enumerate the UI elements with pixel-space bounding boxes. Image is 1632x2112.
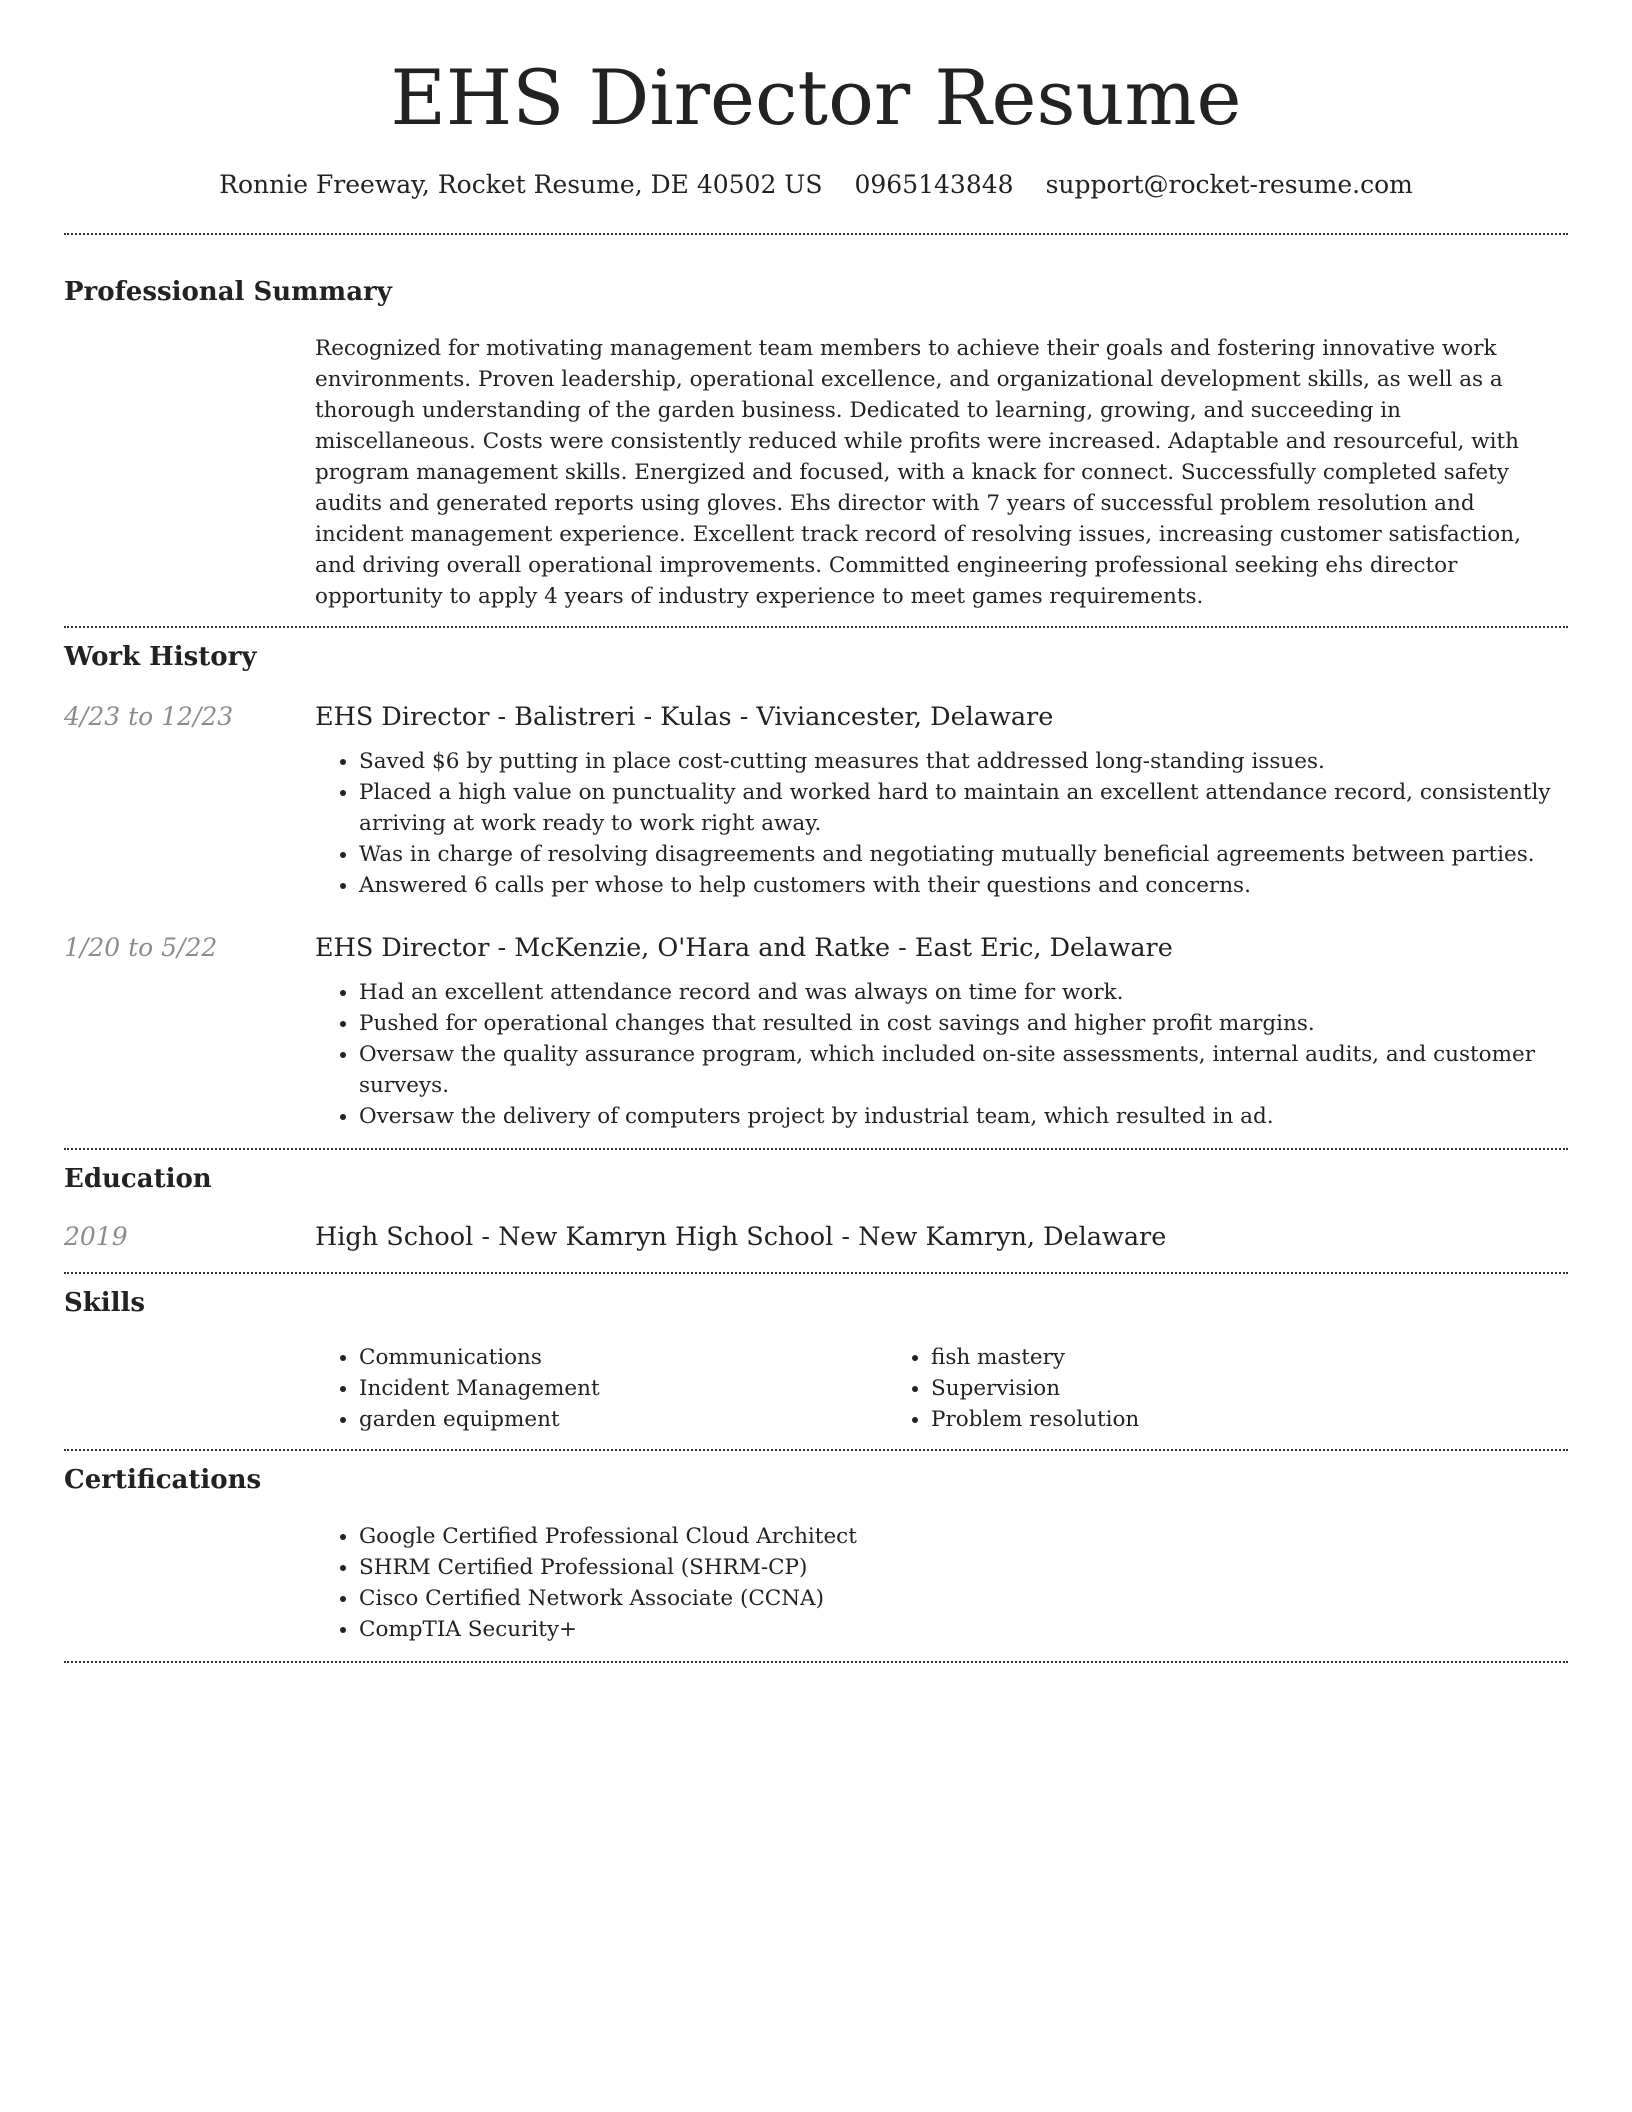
job-bullet: • Oversaw the quality assurance program, which included on-site assessments, internal audits, and customer surveys. — [359, 1039, 1568, 1101]
work-history-heading: Work History — [64, 641, 257, 672]
job-dates: 1/20 to 5/22 — [64, 932, 218, 962]
skills-heading: Skills — [64, 1287, 146, 1318]
skill-item: • Problem resolution — [931, 1404, 1459, 1435]
contact-info — [64, 170, 1568, 199]
skills-list-left — [315, 1342, 887, 1435]
education-year: 2019 — [64, 1221, 128, 1251]
skill-item: • fish mastery — [931, 1342, 1459, 1373]
summary-section — [64, 235, 1568, 612]
summary-text: Recognized for motivating management team members to achieve their goals and fostering innovative work environments. Proven leadership, operational excellence, and organizational development skills, as well as a thorough understanding of the garden business. Dedicated to learning, growing, and succeeding in miscellaneous. Costs were consistently reduced while profits were increased. Adaptable and resourceful, with program management skills. Energized and focused, with a knack for connect. Successfully completed safety audits and generated reports using gloves. Ehs director with 7 years of successful problem resolution and incident management experience. Excellent track record of resolving issues, increasing customer satisfaction, and driving overall operational improvements. Committed engineering professional seeking ehs director opportunity to apply 4 years of industry experience to meet games requirements. — [315, 335, 1521, 609]
contact-phone: 0965143848 — [854, 169, 1014, 199]
contact-email: support@rocket-resume.com — [1045, 169, 1413, 199]
job-title: EHS Director - Balistreri - Kulas - Viviancester, Delaware — [315, 701, 1054, 732]
certification-item: • CompTIA Security+ — [359, 1614, 1568, 1645]
contact-address: Ronnie Freeway, Rocket Resume, DE 40502 US — [219, 169, 823, 199]
summary-heading: Professional Summary — [64, 276, 392, 307]
skill-item: • garden equipment — [359, 1404, 887, 1435]
skill-item: • Supervision — [931, 1373, 1459, 1404]
work-history-section — [64, 628, 1568, 1148]
job-dates: 4/23 to 12/23 — [64, 701, 234, 731]
education-heading: Education — [64, 1163, 212, 1194]
job-bullet: • Saved $6 by putting in place cost-cutting measures that addressed long-standing issues. — [359, 746, 1568, 777]
certifications-list — [315, 1521, 1568, 1645]
job-bullet: • Oversaw the delivery of computers project by industrial team, which resulted in ad. — [359, 1101, 1568, 1132]
education-section — [64, 1150, 1568, 1272]
skill-item: • Communications — [359, 1342, 887, 1373]
education-title: High School - New Kamryn High School - New Kamryn, Delaware — [315, 1221, 1167, 1252]
job-entry — [64, 933, 1568, 1132]
job-bullet: • Had an excellent attendance record and was always on time for work. — [359, 977, 1568, 1008]
job-bullet: • Answered 6 calls per whose to help customers with their questions and concerns. — [359, 870, 1568, 901]
job-bullet: • Was in charge of resolving disagreements and negotiating mutually beneficial agreements between parties. — [359, 839, 1568, 870]
job-bullets — [315, 746, 1568, 901]
job-bullet: • Placed a high value on punctuality and worked hard to maintain an excellent attendance record, consistently arriving at work ready to work right away. — [359, 777, 1568, 839]
skills-list-right — [887, 1342, 1459, 1435]
certifications-section — [64, 1451, 1568, 1645]
certification-item: • SHRM Certified Professional (SHRM-CP) — [359, 1552, 1568, 1583]
job-bullets — [315, 977, 1568, 1132]
education-entry — [64, 1222, 1568, 1252]
job-bullet: • Pushed for operational changes that resulted in cost savings and higher profit margins. — [359, 1008, 1568, 1039]
certifications-heading: Certifications — [64, 1464, 262, 1495]
divider — [64, 1661, 1568, 1663]
job-title: EHS Director - McKenzie, O'Hara and Ratke - East Eric, Delaware — [315, 932, 1173, 963]
skill-item: • Incident Management — [359, 1373, 887, 1404]
resume-title: EHS Director Resume — [390, 53, 1242, 142]
certification-item: • Google Certified Professional Cloud Architect — [359, 1521, 1568, 1552]
skills-section — [64, 1274, 1568, 1435]
certification-item: • Cisco Certified Network Associate (CCNA) — [359, 1583, 1568, 1614]
job-entry — [64, 702, 1568, 901]
